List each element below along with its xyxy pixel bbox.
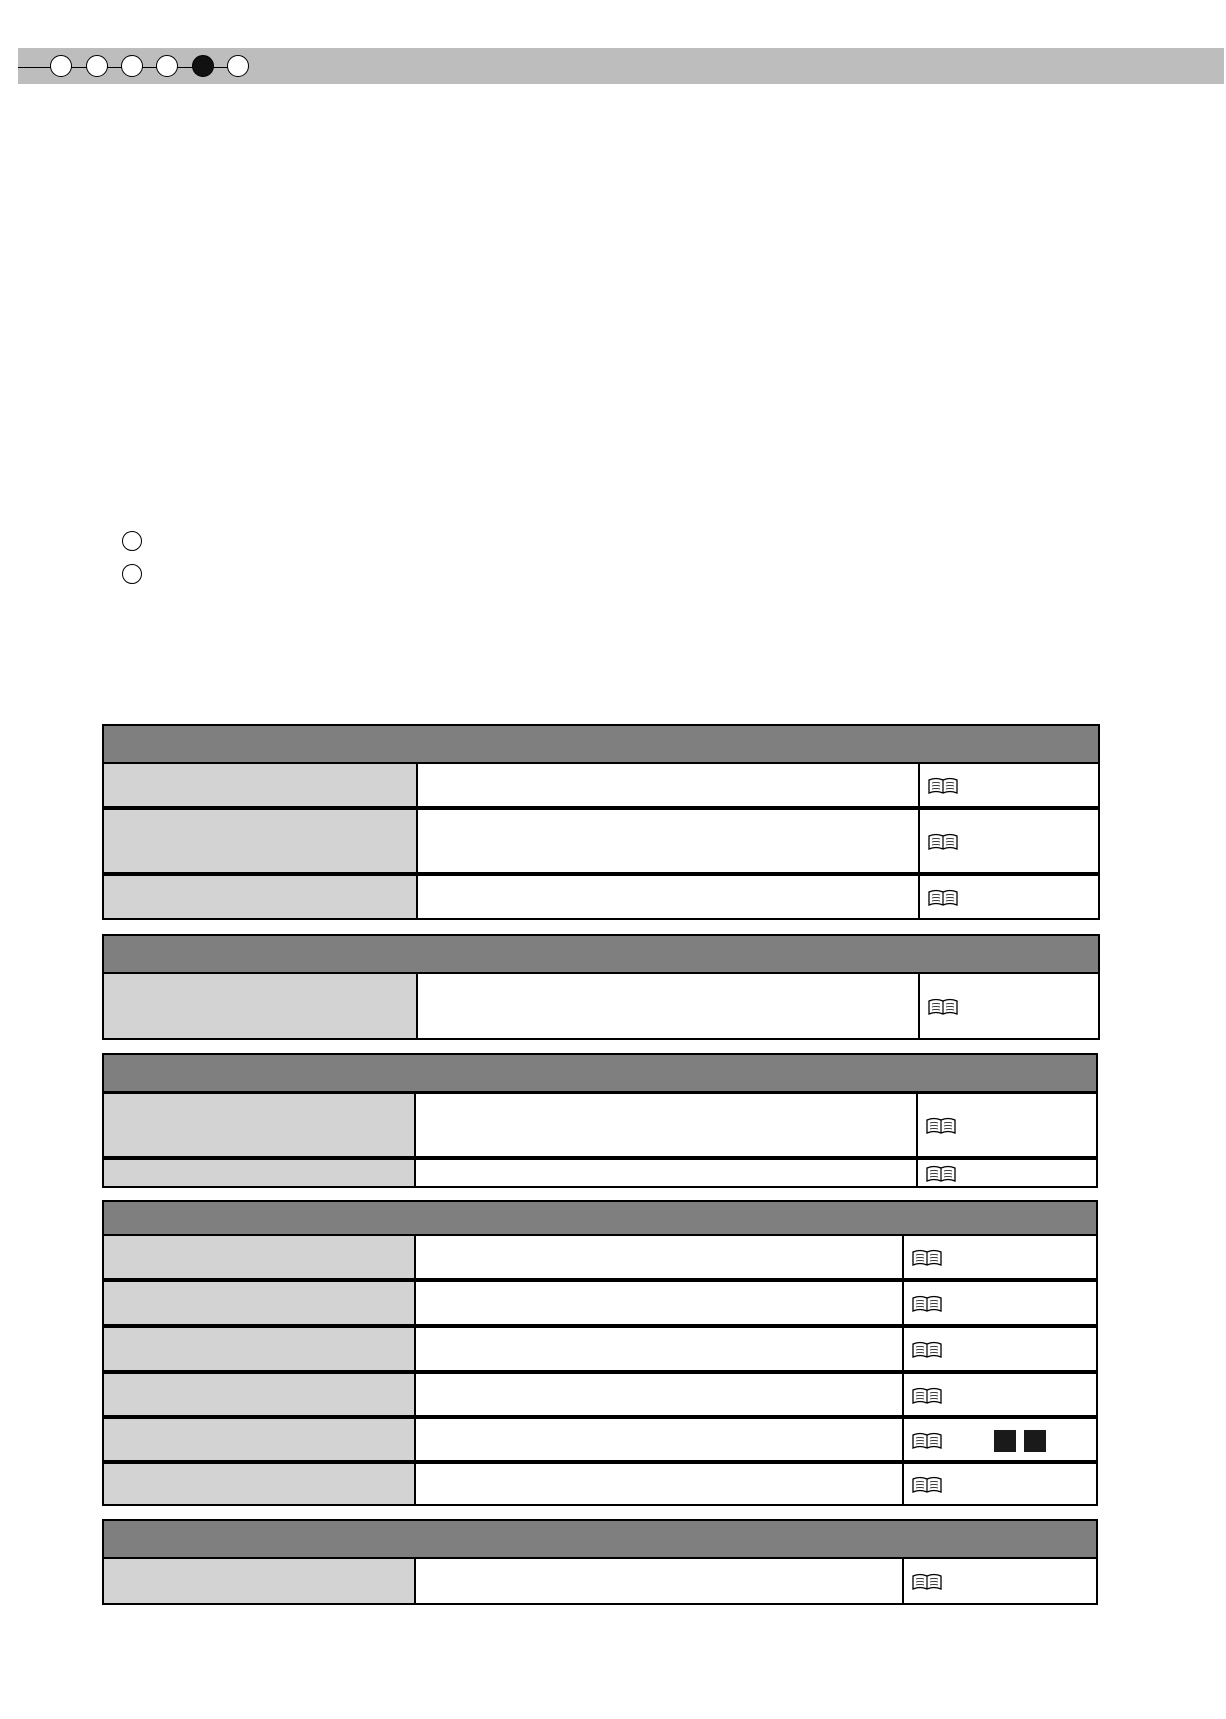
table-4-row-1-label-cell [102, 1234, 416, 1280]
table-1-title-bar [102, 724, 1100, 764]
table-3-row-2-label-cell [102, 1158, 416, 1188]
table-1-row-3-label-cell [102, 874, 418, 920]
table-4-row-4-description-cell [416, 1372, 904, 1417]
square-marker-icon [994, 1430, 1016, 1452]
table-1-row-3-description-cell [418, 874, 920, 920]
book-icon [912, 1432, 942, 1450]
table-1-row-2-label-cell [102, 808, 418, 874]
table-3-row-1-description-cell [416, 1092, 918, 1158]
book-icon [928, 777, 958, 795]
step-indicator-6 [227, 55, 249, 77]
book-icon [926, 1165, 956, 1183]
square-marker-icon [1024, 1430, 1046, 1452]
table-4-row-5-label-cell [102, 1417, 416, 1462]
bullet-circle-1 [122, 531, 142, 551]
table-4-row-1-reference-cell [904, 1234, 1098, 1280]
table-4-row-2-reference-cell [904, 1280, 1098, 1326]
table-5-title-bar [102, 1519, 1098, 1559]
table-1-row-1-reference-cell [920, 762, 1100, 808]
table-2-row-1-description-cell [418, 972, 920, 1040]
table-3-row-2-reference-cell [918, 1158, 1098, 1188]
table-4-row-3-reference-cell [904, 1326, 1098, 1372]
step-indicator-4 [156, 55, 178, 77]
table-3-row-1-reference-cell [918, 1092, 1098, 1158]
book-icon [928, 833, 958, 851]
book-icon [912, 1387, 942, 1405]
table-1-row-1-description-cell [418, 762, 920, 808]
table-3-row-2-description-cell [416, 1158, 918, 1188]
book-icon [912, 1295, 942, 1313]
table-4-row-6-description-cell [416, 1462, 904, 1506]
table-1-row-3-reference-cell [920, 874, 1100, 920]
table-4-row-6-reference-cell [904, 1462, 1098, 1506]
table-5-row-1-reference-cell [904, 1557, 1098, 1605]
book-icon [912, 1573, 942, 1591]
book-icon [926, 1117, 956, 1135]
book-icon [928, 889, 958, 907]
table-4-row-2-label-cell [102, 1280, 416, 1326]
step-indicator-1 [50, 55, 72, 77]
bullet-circle-2 [122, 564, 142, 584]
table-4-title-bar [102, 1200, 1098, 1236]
step-indicator-3 [121, 55, 143, 77]
table-4-row-5-reference-cell [904, 1417, 1098, 1462]
table-4-row-1-description-cell [416, 1234, 904, 1280]
table-2-title-bar [102, 934, 1100, 974]
table-4-row-3-label-cell [102, 1326, 416, 1372]
table-5-row-1-description-cell [416, 1557, 904, 1605]
table-3-row-1-label-cell [102, 1092, 416, 1158]
book-icon [912, 1476, 942, 1494]
table-4-row-4-reference-cell [904, 1372, 1098, 1417]
book-icon [912, 1249, 942, 1267]
table-2-row-1-reference-cell [920, 972, 1100, 1040]
table-4-row-2-description-cell [416, 1280, 904, 1326]
table-1-row-2-description-cell [418, 808, 920, 874]
step-indicator-2 [86, 55, 108, 77]
book-icon [912, 1341, 942, 1359]
table-4-row-6-label-cell [102, 1462, 416, 1506]
table-4-row-3-description-cell [416, 1326, 904, 1372]
table-5-row-1-label-cell [102, 1557, 416, 1605]
table-4-row-5-description-cell [416, 1417, 904, 1462]
book-icon [928, 998, 958, 1016]
table-3-title-bar [102, 1053, 1098, 1093]
step-indicator-5-current [192, 55, 214, 77]
table-4-row-4-label-cell [102, 1372, 416, 1417]
table-2-row-1-label-cell [102, 972, 418, 1040]
table-1-row-2-reference-cell [920, 808, 1100, 874]
table-1-row-1-label-cell [102, 762, 418, 808]
